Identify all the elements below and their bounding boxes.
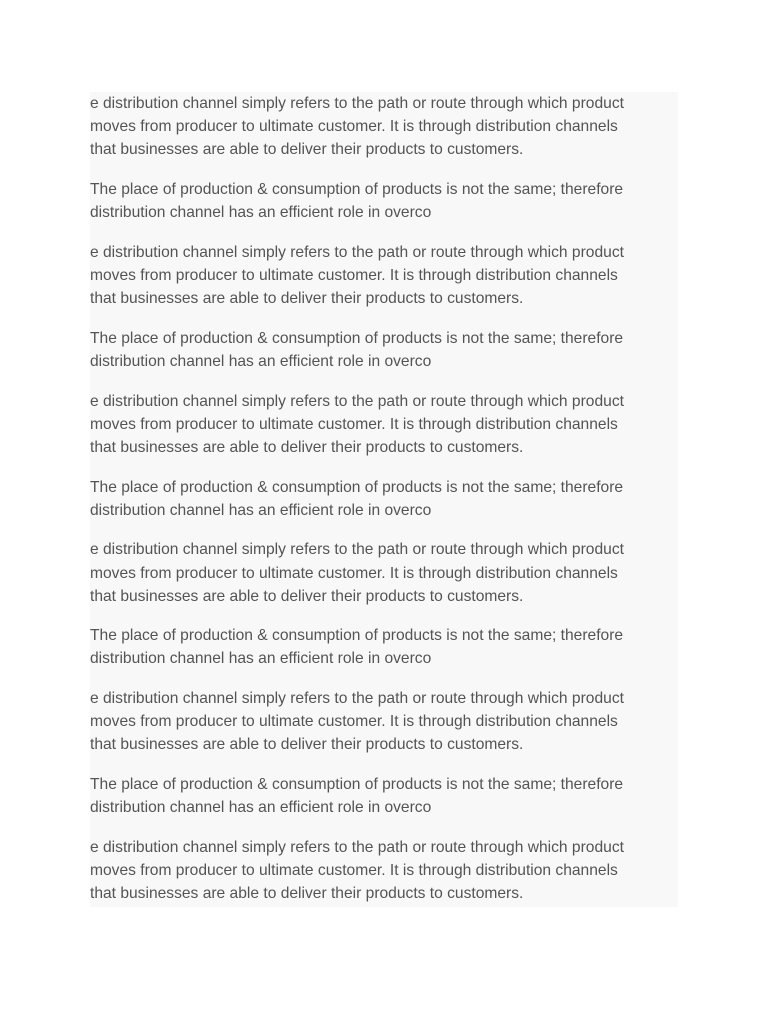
paragraph: The place of production & consumption of products is not the same; therefore distribution channel has an efficient role in overco	[90, 478, 624, 519]
paragraph: The place of production & consumption of products is not the same; therefore distribution channel has an efficient role in overco	[90, 776, 624, 817]
document-body	[90, 92, 678, 907]
paragraph: The place of production & consumption of products is not the same; therefore distribution channel has an efficient role in overco	[90, 180, 624, 222]
paragraph: The place of production & consumption of products is not the same; therefore distribution channel has an efficient role in overco	[90, 627, 624, 668]
paragraph: e distribution channel simply refers to the path or route through which product moves from producer to ultimate customer. It is through distribution channels that businesses are able to deliver their products to customers.	[90, 690, 624, 754]
paragraph: The place of production & consumption of products is not the same; therefore distribution channel has an efficient role in overco	[90, 329, 624, 370]
paragraph: e distribution channel simply refers to the path or route through which product moves from producer to ultimate customer. It is through distribution channels that businesses are able to deliver their products to customers.	[90, 95, 624, 159]
paragraph: e distribution channel simply refers to the path or route through which product moves from producer to ultimate customer. It is through distribution channels that businesses are able to deliver their products to customers.	[90, 243, 624, 308]
paragraph: e distribution channel simply refers to the path or route through which product moves from producer to ultimate customer. It is through distribution channels that businesses are able to deliver their products to customers.	[90, 838, 624, 903]
paragraph: e distribution channel simply refers to the path or route through which product moves from producer to ultimate customer. It is through distribution channels that businesses are able to deliver their products to customers.	[90, 541, 624, 605]
paragraph: e distribution channel simply refers to the path or route through which product moves from producer to ultimate customer. It is through distribution channels that businesses are able to deliver their products to customers.	[90, 392, 624, 456]
